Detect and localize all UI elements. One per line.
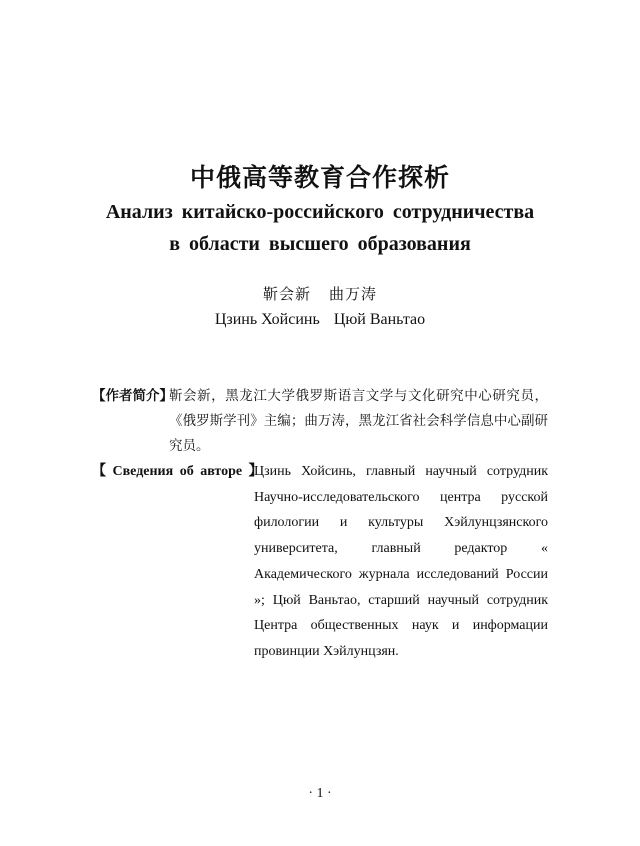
author-info-chinese-label: 【作者简介】 [92,388,173,404]
author-info-russian-label: 【 Сведения об авторе 】 [92,464,263,479]
authors-chinese [0,283,640,304]
author-info-russian [92,459,548,665]
title-chinese: 中俄高等教育合作探析 [189,163,450,192]
author-info-russian-text: Цзинь Хойсинь, главный научный сотрудник Научно-исследовательского центра русской филологии и культуры Хэйлунцзянского университета, главный редактор « Академического журнала исследований России »; Цюй Ваньтао, старший научный сотрудник Центра общественных наук и информации провинции Хэйлунцзян. [254,464,548,659]
page-number: · 1 · [308,786,332,801]
author-info-chinese [92,384,548,459]
author-2-chinese: 曲万涛 [329,285,378,303]
author-2-russian: Цюй Ваньтао [333,311,426,328]
author-1-russian: Цзинь Хойсинь [214,311,320,328]
title-russian-line-2: в области высшего образования [169,233,471,255]
title-russian-line-1: Анализ китайско-российского сотрудничества [105,201,535,223]
author-1-chinese: 靳会新 [262,285,311,303]
author-info-chinese-text: 靳会新，黑龙江大学俄罗斯语言文学与文化研究中心研究员，《俄罗斯学刊》主编；曲万涛，黑龙江省社会科学信息中心副研究员。 [169,388,548,454]
authors-russian [0,311,640,329]
